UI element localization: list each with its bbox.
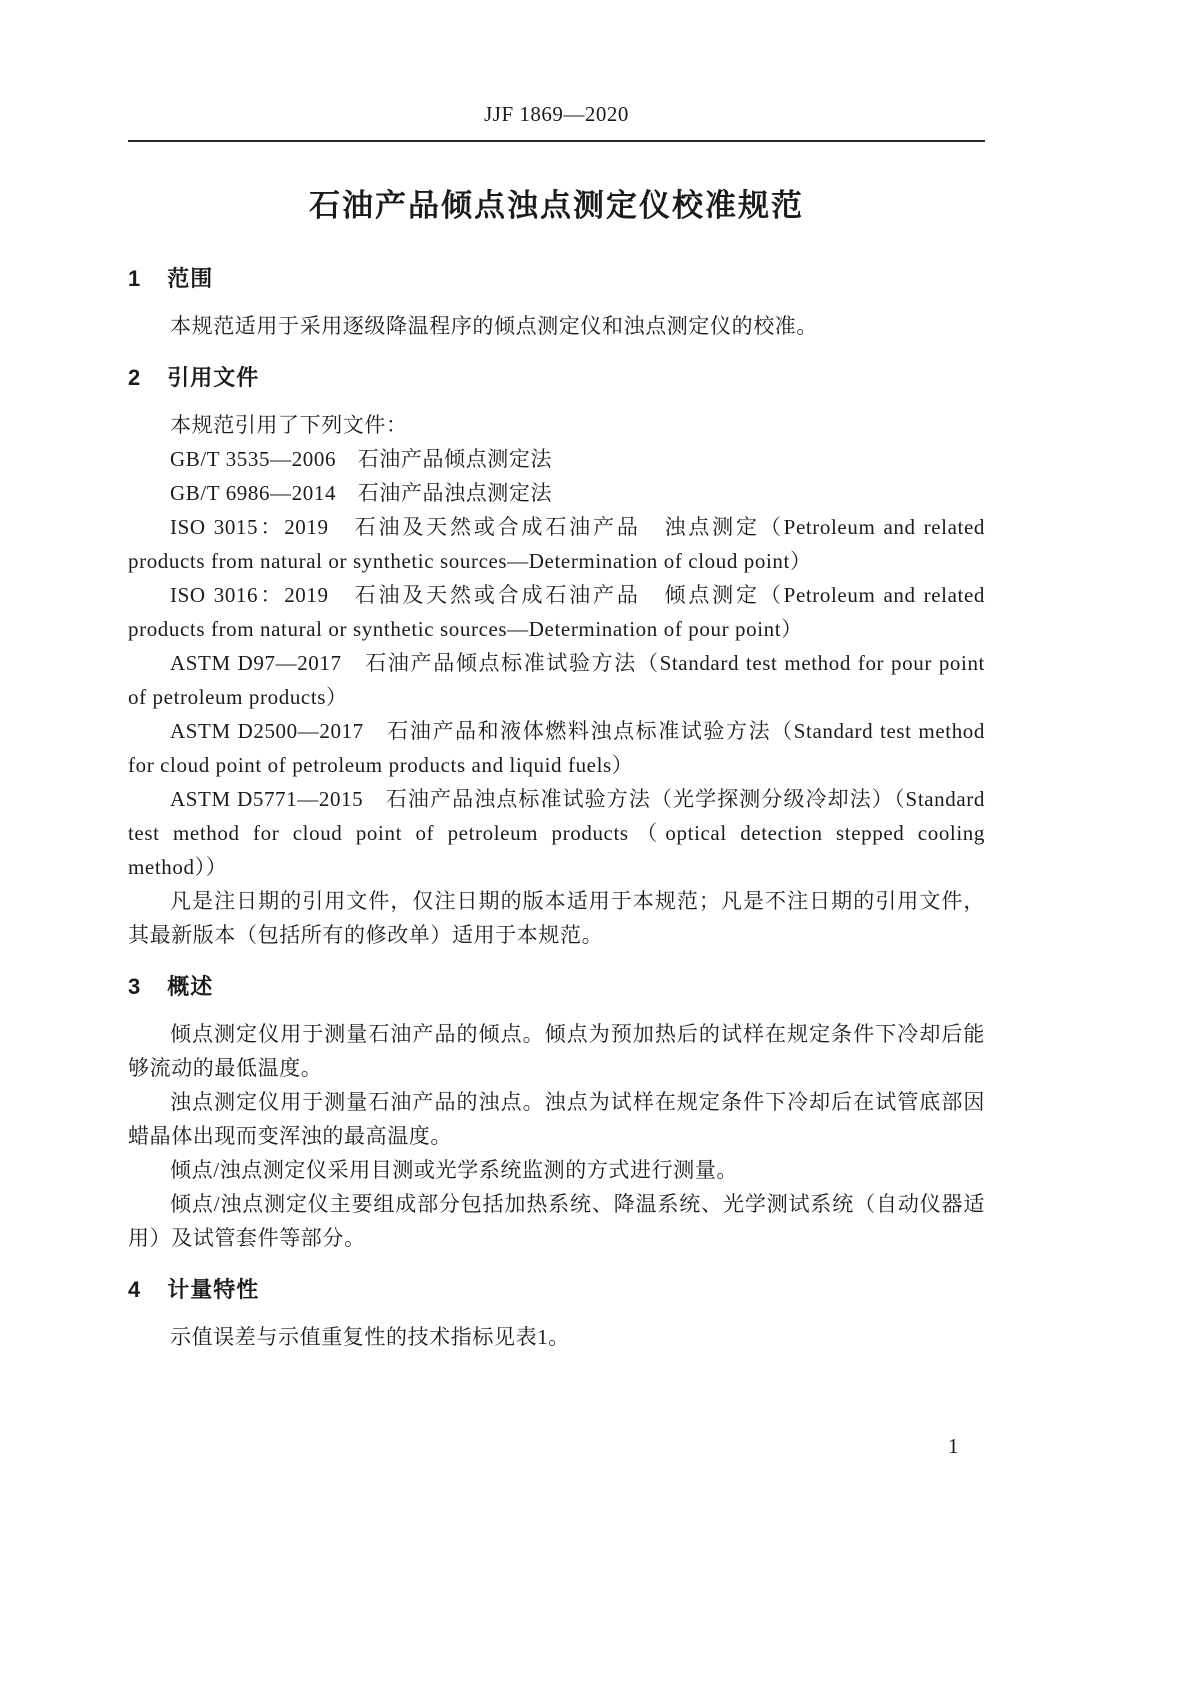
paragraph: ASTM D5771—2015 石油产品浊点标准试验方法（光学探测分级冷却法）（Standard test method for cloud point of petroleum products（optical detection stepped cooling method）） bbox=[128, 787, 985, 879]
page-content bbox=[128, 0, 985, 1354]
header-rule bbox=[128, 140, 985, 142]
section-title: 引用文件 bbox=[167, 365, 260, 390]
paragraph: 倾点/浊点测定仪采用目测或光学系统监测的方式进行测量。 bbox=[170, 1158, 739, 1182]
section-title: 范围 bbox=[167, 266, 214, 291]
section-number: 2 bbox=[128, 365, 142, 390]
page-number: 1 bbox=[948, 1434, 959, 1458]
paragraph: 本规范适用于采用逐级降温程序的倾点测定仪和浊点测定仪的校准。 bbox=[170, 314, 818, 338]
paragraph: 倾点测定仪用于测量石油产品的倾点。倾点为预加热后的试样在规定条件下冷却后能够流动的最低温度。 bbox=[128, 1022, 985, 1080]
paragraph: ASTM D2500—2017 石油产品和液体燃料浊点标准试验方法（Standard test method for cloud point of petroleum products and liquid fuels） bbox=[128, 719, 985, 777]
paragraph: GB/T 6986—2014 石油产品浊点测定法 bbox=[170, 481, 553, 505]
section-heading bbox=[128, 361, 985, 395]
section-heading bbox=[128, 1273, 985, 1307]
section-heading bbox=[128, 970, 985, 1004]
doc-number: JJF 1869—2020 bbox=[484, 102, 629, 126]
paragraph: ISO 3015：2019 石油及天然或合成石油产品 浊点测定（Petroleum and related products from natural or synthetic sources—Determination of cloud point） bbox=[128, 515, 985, 573]
section-number: 4 bbox=[128, 1277, 142, 1302]
paragraph: 凡是注日期的引用文件，仅注日期的版本适用于本规范；凡是不注日期的引用文件，其最新版本（包括所有的修改单）适用于本规范。 bbox=[128, 889, 985, 947]
paragraph: 本规范引用了下列文件： bbox=[170, 413, 408, 437]
paragraph: ASTM D97—2017 石油产品倾点标准试验方法（Standard test method for pour point of petroleum products） bbox=[128, 651, 985, 709]
section-number: 1 bbox=[128, 266, 142, 291]
document-title: 石油产品倾点浊点测定仪校准规范 bbox=[309, 188, 804, 223]
section-heading bbox=[128, 262, 985, 296]
paragraph: 倾点/浊点测定仪主要组成部分包括加热系统、降温系统、光学测试系统（自动仪器适用）及试管套件等部分。 bbox=[128, 1192, 985, 1250]
document-body bbox=[128, 262, 985, 1354]
paragraph: 浊点测定仪用于测量石油产品的浊点。浊点为试样在规定条件下冷却后在试管底部因蜡晶体出现而变浑浊的最高温度。 bbox=[128, 1090, 985, 1148]
paragraph: 示值误差与示值重复性的技术指标见表1。 bbox=[170, 1325, 570, 1349]
section-title: 计量特性 bbox=[167, 1277, 260, 1302]
section-title: 概述 bbox=[167, 974, 214, 999]
paragraph: ISO 3016：2019 石油及天然或合成石油产品 倾点测定（Petroleum and related products from natural or synthetic sources—Determination of pour point） bbox=[128, 583, 985, 641]
section-number: 3 bbox=[128, 974, 142, 999]
paragraph: GB/T 3535—2006 石油产品倾点测定法 bbox=[170, 447, 553, 471]
